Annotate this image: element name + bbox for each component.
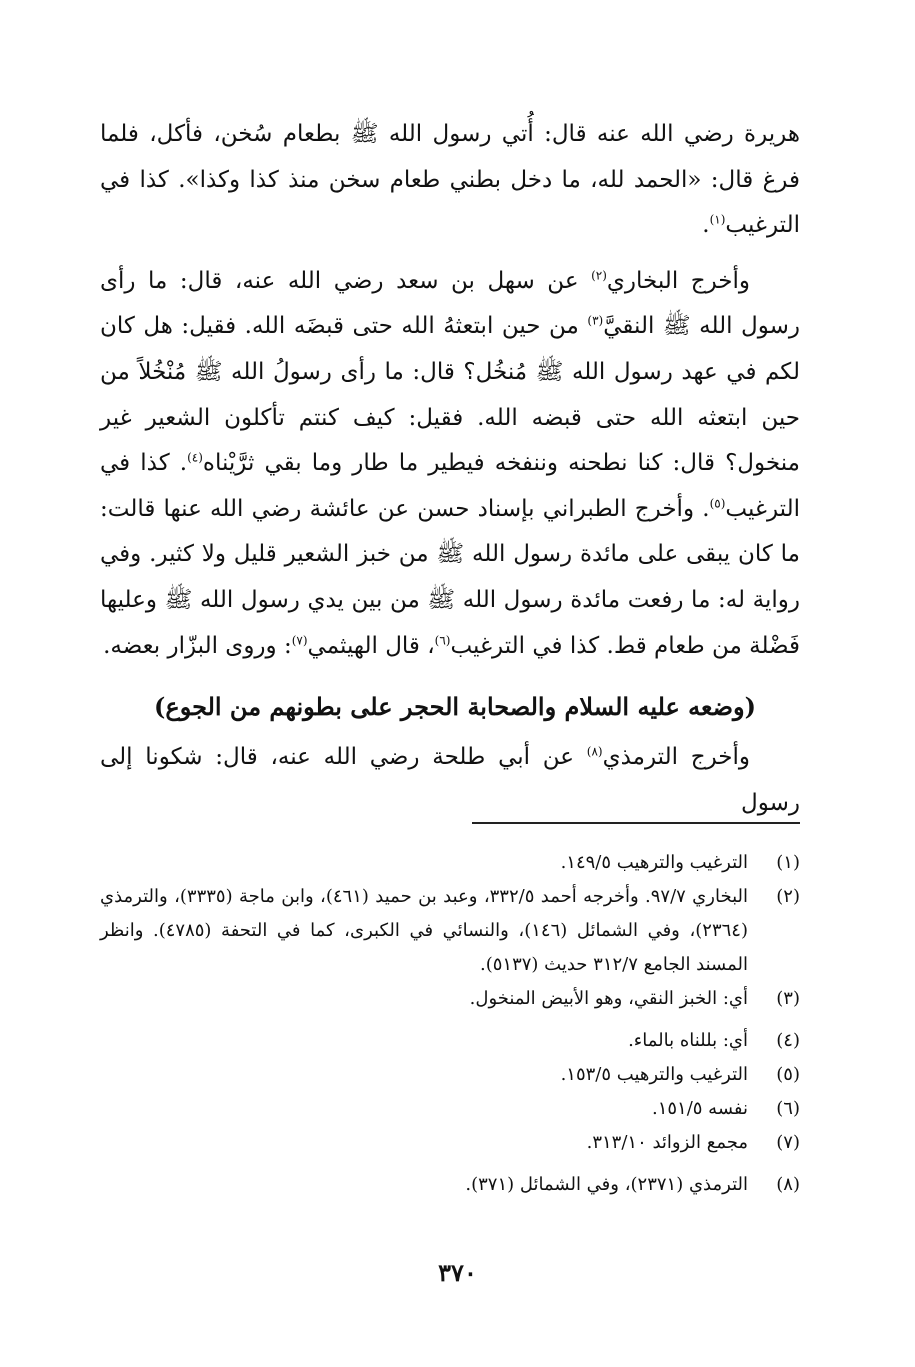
footnote-marker: (١)	[709, 212, 726, 227]
text-run: .	[702, 212, 710, 239]
text-run: : وروى البزّار بعضه.	[103, 632, 292, 659]
paragraph-tirmidhi-hunger	[100, 735, 800, 826]
footnote-item	[100, 880, 800, 982]
text-run: ، قال الهيثمي	[307, 632, 435, 659]
footnote-item	[100, 846, 800, 880]
footnote-item	[100, 1126, 800, 1160]
footnote-number: (٦)	[776, 1098, 800, 1119]
footnote-text: الترغيب والترهيب ١٥٣/٥.	[560, 1064, 748, 1085]
footnote-marker: (٧)	[291, 632, 308, 647]
footnote-number: (١)	[776, 852, 800, 873]
footnote-marker: (٤)	[187, 450, 203, 465]
footnote-text: الترمذي (٢٣٧١)، وفي الشمائل (٣٧١).	[465, 1174, 748, 1195]
footnote-text: مجمع الزوائد ٣١٣/١٠.	[586, 1132, 748, 1153]
paragraph-bukhari-sifted-flour	[100, 259, 800, 669]
section-heading: (وضعه عليه السلام والصحابة الحجر على بطونهم من الجوع)	[154, 692, 756, 722]
footnote-number: (٤)	[776, 1030, 800, 1051]
footnote-marker: (٣)	[587, 313, 604, 328]
text-run: هريرة رضي الله عنه قال: أُتي رسول الله ﷺ بطعام سُخن، فأكل، فلما فرغ قال: «الحمد لله، ما دخل بطني طعام سخن منذ كذا وكذا». كذا في الترغيب	[100, 121, 800, 239]
footnote-item	[100, 1092, 800, 1126]
text-run: وأخرج البخاري	[606, 267, 750, 294]
footnote-marker: (٨)	[586, 744, 603, 759]
footnote-text: نفسه ١٥١/٥.	[651, 1098, 748, 1119]
footnote-marker: (٥)	[709, 496, 726, 511]
footnote-separator	[472, 822, 800, 824]
text-run: . وأخرج الطبراني بإسناد حسن عن عائشة رضي الله عنها قالت: ما كان يبقى على مائدة رسول الله ﷺ من خبز الشعير قليل ولا كثير. وفي رواية له: ما رفعت مائدة رسول الله ﷺ من بين يدي رسول الله ﷺ وعليها فَضْلة من طعام قط. كذا في الترغيب	[100, 495, 800, 659]
footnote-text: أي: بللناه بالماء.	[628, 1030, 748, 1051]
text-run: من حين ابتعثهُ الله حتى قبضَه الله. فقيل: هل كان لكم في عهد رسول الله ﷺ مُنخُل؟ قال: ما رأى رسولُ الله ﷺ مُنْخُلاً من حين ابتعثه الله حتى قبضه الله. فقيل: كيف كنتم تأكلون الشعير غير منخول؟ قال: كنا نطحنه وننفخه فيطير ما طار وما بقي ثرَّيْناه	[100, 313, 801, 477]
footnote-marker: (٦)	[434, 632, 451, 647]
text-run: وأخرج الترمذي	[602, 744, 750, 771]
footnote-item	[100, 982, 800, 1016]
footnote-text: البخاري ٩٧/٧. وأخرجه أحمد ٣٣٢/٥، وعبد بن حميد (٤٦١)، وابن ماجة (٣٣٣٥)، والترمذي (٢٣٦٤)، وفي الشمائل (١٤٦)، والنسائي في الكبرى، كما في التحفة (٤٧٨٥). وانظر المسند الجامع ٣١٢/٧ حديث (٥١٣٧).	[100, 886, 748, 975]
footnote-number: (٢)	[776, 886, 800, 907]
paragraph-hadith-hot-food	[100, 112, 800, 249]
footnote-marker: (٢)	[591, 268, 607, 283]
footnote-text: الترغيب والترهيب ١٤٩/٥.	[560, 852, 748, 873]
page-number: ٣٧٠	[438, 1258, 477, 1287]
footnote-number: (٧)	[776, 1132, 800, 1153]
footnote-number: (٥)	[776, 1064, 800, 1085]
footnote-text: أي: الخبز النقي، وهو الأبيض المنخول.	[469, 988, 748, 1009]
text-run: عن أبي طلحة رضي الله عنه، قال: شكونا إلى رسول	[100, 744, 800, 816]
footnote-number: (٨)	[776, 1174, 800, 1195]
text-run: عن سهل بن سعد رضي الله عنه، قال: ما رأى رسول الله ﷺ النقيَّ	[100, 267, 800, 340]
footnote-number: (٣)	[776, 988, 800, 1009]
footnote-item	[100, 1168, 800, 1202]
text-run: . كذا في الترغيب	[100, 450, 800, 522]
footnote-item	[100, 1024, 800, 1058]
footnote-item	[100, 1058, 800, 1092]
main-text	[100, 112, 800, 826]
footnotes-list	[100, 846, 800, 1202]
